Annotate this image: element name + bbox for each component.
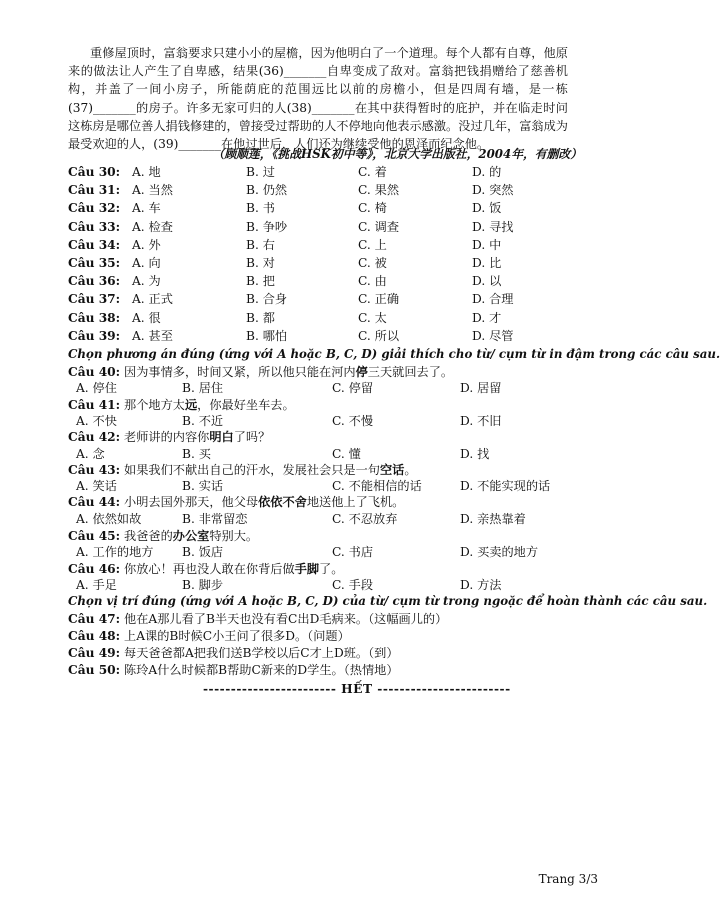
- option-c: C. 太: [358, 310, 387, 325]
- option-a: A. 工作的地方: [76, 545, 154, 559]
- question-stem: [68, 561, 343, 577]
- option-c: C. 不忍放弃: [332, 512, 398, 526]
- question-stem: [68, 397, 295, 413]
- stem-text: 那个地方太: [124, 398, 185, 412]
- option-c: C. 果然: [358, 183, 400, 198]
- answer-options: [76, 577, 556, 593]
- stem-text: 三天就回去了。: [367, 365, 454, 379]
- option-d: D. 突然: [472, 183, 514, 198]
- question-row: [68, 327, 568, 345]
- instruction-bold-words: Chọn phương án đúng (ứng với A hoặc B, C, D) giải thích cho từ/ cụm từ in đậm trong các câu sau.: [68, 347, 720, 361]
- question-row: [68, 163, 568, 181]
- question-stem: [68, 528, 258, 544]
- question-number: Câu 46:: [68, 562, 121, 576]
- end-marker: ------------------------ HẾT ------------------------: [203, 682, 511, 696]
- stem-text: 如果我们不献出自己的汗水，发展社会只是一句: [124, 463, 380, 477]
- bold-term: 远: [184, 398, 198, 412]
- option-d: D. 才: [472, 310, 502, 325]
- option-a: A. 依然如故: [76, 512, 142, 526]
- question-stem: [68, 462, 417, 478]
- option-d: D. 寻找: [472, 219, 514, 234]
- option-d: D. 买卖的地方: [460, 545, 539, 559]
- option-d: D. 亲热靠着: [460, 512, 526, 526]
- option-b: B. 书: [246, 201, 275, 216]
- option-c: C. 椅: [358, 201, 387, 216]
- option-a: A. 停住: [76, 381, 117, 395]
- option-b: B. 脚步: [182, 578, 224, 592]
- option-b: B. 买: [182, 447, 211, 461]
- option-d: D. 比: [472, 255, 502, 270]
- question-number: Câu 47:: [68, 612, 121, 626]
- question-row: [68, 236, 568, 254]
- question-number: Câu 33:: [68, 219, 121, 234]
- question-number: Câu 43:: [68, 463, 121, 477]
- option-d: D. 居留: [460, 381, 502, 395]
- question-stem: [68, 364, 453, 380]
- passage-text: 重修屋顶时，富翁要求只建小小的屋檐，因为他明白了一个道理。每个人都有自尊，他原来的做法让人产生了自卑感，结果(36)_______自卑变成了敌对。富翁把钱捐赠给了慈善机构，并盖了一间小房子，所能荫庇的范围远比以前的房檐小，但是四周有墙，是一栋(37)_______的房子。许多无家可归的人(38)_______在其中获得暂时的庇护，并在临走时问这栋房是哪位善人捐钱修建的，曾接受过帮助的人不停地向他表示感激。没过几年，富翁成为最受欢迎的人，(39)_______在他过世后，人们还为继续受他的恩泽而纪念他。: [68, 46, 568, 152]
- reading-passage: [68, 44, 568, 153]
- answer-options: [76, 413, 556, 429]
- question-number: Câu 39:: [68, 328, 121, 343]
- question-number: Câu 34:: [68, 237, 121, 252]
- question-row: [68, 254, 568, 272]
- answer-options: [76, 511, 556, 527]
- option-b: B. 对: [246, 255, 275, 270]
- option-b: B. 非常留恋: [182, 512, 248, 526]
- option-d: D. 尽管: [472, 328, 514, 343]
- option-a: A. 手足: [76, 578, 117, 592]
- stem-text: 小明去国外那天，他父母: [124, 495, 259, 509]
- stem-text: 特别大。: [209, 529, 259, 543]
- question-number: Câu 40:: [68, 365, 121, 379]
- option-d: D. 不旧: [460, 414, 502, 428]
- option-a: A. 不快: [76, 414, 117, 428]
- option-b: B. 合身: [246, 292, 288, 307]
- question-number: Câu 38:: [68, 310, 121, 325]
- question-row: [68, 218, 568, 236]
- option-a: A. 外: [132, 237, 161, 252]
- answer-options: [76, 446, 556, 462]
- mcq-table: [68, 163, 568, 345]
- bold-term: 停: [355, 365, 368, 379]
- option-b: B. 右: [246, 237, 275, 252]
- option-d: D. 合理: [472, 292, 514, 307]
- option-b: B. 实话: [182, 479, 224, 493]
- option-c: C. 停留: [332, 381, 374, 395]
- option-b: B. 居住: [182, 381, 224, 395]
- bold-term: 明白: [209, 430, 234, 444]
- question-number: Câu 37:: [68, 292, 121, 307]
- question-number: Câu 35:: [68, 255, 121, 270]
- option-d: D. 的: [472, 165, 502, 179]
- option-a: A. 为: [132, 274, 161, 289]
- question-number: Câu 50:: [68, 663, 121, 677]
- option-c: C. 手段: [332, 578, 374, 592]
- passage-source: （顾顺莲，《挑战HSK初中等》，北京大学出版社，2004年，有删改）: [212, 147, 582, 161]
- option-c: C. 不能相信的话: [332, 479, 422, 493]
- bold-term: 空话: [379, 463, 405, 477]
- question-row: [68, 290, 568, 308]
- bold-term: 手脚: [294, 562, 320, 576]
- option-a: A. 笑话: [76, 479, 117, 493]
- stem-text: 了。: [319, 562, 344, 576]
- stem-text: 我爸爸的: [124, 529, 173, 543]
- stem-text: 他在A那儿看了B半天也没有看C出D毛病来。（这幅画儿的）: [124, 612, 448, 626]
- question-number: Câu 30:: [68, 165, 121, 179]
- question-row: [68, 181, 568, 199]
- option-c: C. 正确: [358, 292, 400, 307]
- instruction-word-placement: Chọn vị trí đúng (ứng với A hoặc B, C, D) của từ/ cụm từ trong ngoặc để hoàn thành các câu sau.: [68, 594, 708, 608]
- option-a: A. 检查: [132, 219, 173, 234]
- option-d: D. 以: [472, 274, 502, 289]
- option-b: B. 仍然: [246, 183, 288, 198]
- option-b: B. 饭店: [182, 545, 224, 559]
- option-a: A. 很: [132, 310, 161, 325]
- option-d: D. 饭: [472, 201, 502, 216]
- question-row: [68, 309, 568, 327]
- question-stem: [68, 645, 399, 661]
- stem-text: 老师讲的内容你: [124, 430, 210, 444]
- option-a: A. 地: [132, 165, 161, 179]
- option-b: B. 都: [246, 310, 275, 325]
- stem-text: 每天爸爸都A把我们送B学校以后C才上D班。（到）: [124, 646, 399, 660]
- option-c: C. 调查: [358, 219, 400, 234]
- stem-text: 你放心！再也没人敢在你背后做: [124, 562, 295, 576]
- option-c: C. 上: [358, 237, 387, 252]
- question-stem: [68, 494, 404, 510]
- option-a: A. 向: [132, 255, 161, 270]
- option-c: C. 由: [358, 274, 387, 289]
- option-d: D. 不能实现的话: [460, 479, 551, 493]
- option-c: C. 书店: [332, 545, 374, 559]
- question-number: Câu 49:: [68, 646, 121, 660]
- stem-text: 因为事情多，时间又紧，所以他只能在河内: [124, 365, 356, 379]
- option-a: A. 甚至: [132, 328, 173, 343]
- option-b: B. 把: [246, 274, 275, 289]
- option-c: C. 不慢: [332, 414, 374, 428]
- option-d: D. 方法: [460, 578, 502, 592]
- option-c: C. 被: [358, 255, 387, 270]
- bold-term: 依依不舍: [258, 495, 307, 509]
- stem-text: 。: [404, 463, 417, 477]
- option-c: C. 懂: [332, 447, 361, 461]
- bold-term: 办公室: [172, 529, 210, 543]
- option-a: A. 当然: [132, 183, 173, 198]
- option-d: D. 找: [460, 447, 490, 461]
- stem-text: 了吗？: [233, 430, 271, 444]
- stem-text: ，你最好坐车去。: [197, 398, 295, 412]
- option-a: A. 正式: [132, 292, 173, 307]
- stem-text: 地送他上了飞机。: [306, 495, 405, 509]
- option-b: B. 过: [246, 165, 275, 179]
- question-number: Câu 44:: [68, 495, 121, 509]
- stem-text: 陈玲A什么时候都B帮助C新来的D学生。（热情地）: [124, 663, 399, 677]
- question-number: Câu 45:: [68, 529, 121, 543]
- answer-options: [76, 544, 556, 560]
- question-number: Câu 31:: [68, 183, 121, 198]
- question-number: Câu 42:: [68, 430, 121, 444]
- page-number: Trang 3/3: [538, 872, 598, 886]
- question-number: Câu 41:: [68, 398, 121, 412]
- question-stem: [68, 429, 270, 445]
- stem-text: 上A课的B时候C小王问了很多D。（问题）: [124, 629, 350, 643]
- question-stem: [68, 662, 399, 678]
- answer-options: [76, 380, 556, 396]
- option-d: D. 中: [472, 237, 502, 252]
- option-a: A. 车: [132, 201, 161, 216]
- question-stem: [68, 611, 447, 627]
- option-b: B. 不近: [182, 414, 224, 428]
- question-row: [68, 199, 568, 217]
- question-number: Câu 48:: [68, 629, 121, 643]
- option-a: A. 念: [76, 447, 105, 461]
- option-c: C. 所以: [358, 328, 400, 343]
- option-b: B. 争吵: [246, 219, 288, 234]
- question-row: [68, 272, 568, 290]
- question-stem: [68, 628, 350, 644]
- question-number: Câu 32:: [68, 201, 121, 216]
- option-c: C. 着: [358, 165, 387, 179]
- answer-options: [76, 478, 556, 494]
- question-number: Câu 36:: [68, 274, 121, 289]
- option-b: B. 哪怕: [246, 328, 288, 343]
